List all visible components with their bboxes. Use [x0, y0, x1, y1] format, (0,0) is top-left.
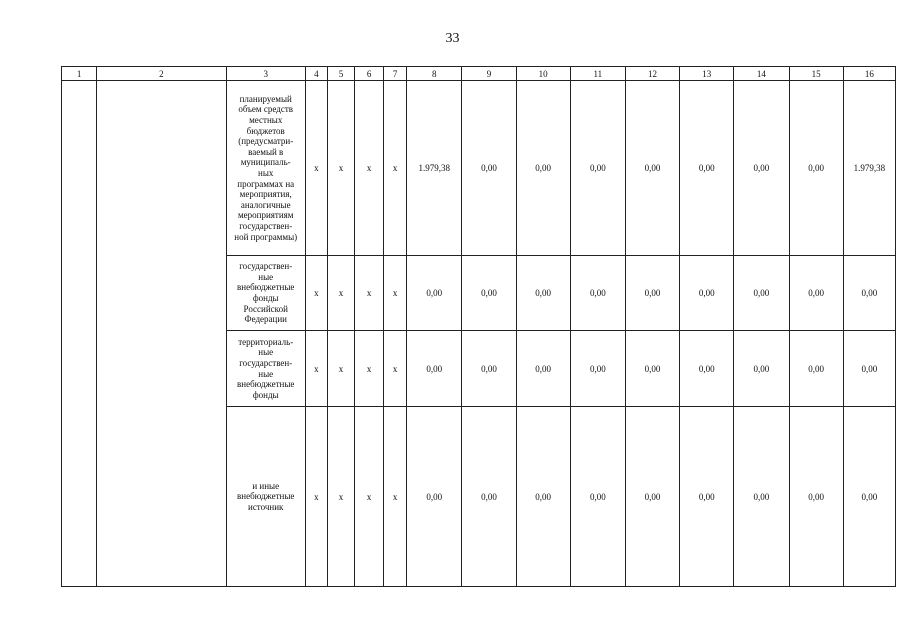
cell-c7: x: [384, 331, 407, 407]
cell-c13: 0,00: [680, 256, 734, 331]
cell-c6: x: [355, 407, 384, 587]
column-number-row: [62, 67, 896, 81]
cell-c11: 0,00: [570, 407, 625, 587]
cell-c8: 1.979,38: [407, 81, 462, 256]
cell-c9: 0,00: [462, 407, 516, 587]
cell-c12: 0,00: [625, 407, 679, 587]
table-row: [62, 81, 896, 256]
cell-c4: x: [305, 256, 327, 331]
cell-c4: x: [305, 331, 327, 407]
cell-c12: 0,00: [625, 256, 679, 331]
col-header-16: 16: [843, 67, 895, 81]
cell-c10: 0,00: [516, 81, 570, 256]
funding-source-federal-offbudget-funds: государствен- ные внебюджетные фонды Российской Федерации: [226, 256, 305, 331]
cell-c7: x: [384, 407, 407, 587]
cell-c5: x: [327, 81, 354, 256]
cell-c6: x: [355, 81, 384, 256]
cell-c5: x: [327, 256, 354, 331]
cell-c5: x: [327, 331, 354, 407]
cell-c9: 0,00: [462, 81, 516, 256]
cell-c13: 0,00: [680, 407, 734, 587]
cell-c12: 0,00: [625, 81, 679, 256]
page-number: 33: [445, 31, 460, 46]
cell-c14: 0,00: [734, 331, 789, 407]
cell-c15: 0,00: [789, 331, 843, 407]
col-header-5: 5: [327, 67, 354, 81]
cell-c15: 0,00: [789, 81, 843, 256]
cell-c16: 1.979,38: [843, 81, 895, 256]
col-header-14: 14: [734, 67, 789, 81]
cell-c9: 0,00: [462, 256, 516, 331]
cell-c8: 0,00: [407, 331, 462, 407]
col-header-4: 4: [305, 67, 327, 81]
cell-c15: 0,00: [789, 256, 843, 331]
budget-table: [61, 66, 896, 587]
col-header-10: 10: [516, 67, 570, 81]
cell-c5: x: [327, 407, 354, 587]
cell-c13: 0,00: [680, 81, 734, 256]
cell-c10: 0,00: [516, 407, 570, 587]
cell-c14: 0,00: [734, 407, 789, 587]
cell-col1-merged: [62, 81, 97, 587]
cell-c16: 0,00: [843, 407, 895, 587]
cell-c11: 0,00: [570, 256, 625, 331]
cell-c6: x: [355, 331, 384, 407]
col-header-2: 2: [97, 67, 226, 81]
cell-c7: x: [384, 81, 407, 256]
cell-c10: 0,00: [516, 256, 570, 331]
cell-c11: 0,00: [570, 81, 625, 256]
col-header-1: 1: [62, 67, 97, 81]
cell-c8: 0,00: [407, 407, 462, 587]
funding-source-local-budgets: планируемый объем средств местных бюджетов (предусматри- ваемый в муниципаль- ных программах на мероприятия, аналогичные мероприятиям государствен- ной программы): [226, 81, 305, 256]
funding-source-other-offbudget-sources: и иные внебюджетные источник: [226, 407, 305, 587]
cell-c8: 0,00: [407, 256, 462, 331]
col-header-6: 6: [355, 67, 384, 81]
col-header-3: 3: [226, 67, 305, 81]
cell-c4: x: [305, 407, 327, 587]
cell-c12: 0,00: [625, 331, 679, 407]
cell-c10: 0,00: [516, 331, 570, 407]
col-header-12: 12: [625, 67, 679, 81]
col-header-15: 15: [789, 67, 843, 81]
cell-c14: 0,00: [734, 81, 789, 256]
cell-c16: 0,00: [843, 331, 895, 407]
cell-c14: 0,00: [734, 256, 789, 331]
funding-source-territorial-offbudget-funds: территориаль- ные государствен- ные внебюджетные фонды: [226, 331, 305, 407]
cell-c4: x: [305, 81, 327, 256]
cell-c15: 0,00: [789, 407, 843, 587]
cell-c13: 0,00: [680, 331, 734, 407]
col-header-7: 7: [384, 67, 407, 81]
cell-col2-merged: [97, 81, 226, 587]
col-header-13: 13: [680, 67, 734, 81]
col-header-11: 11: [570, 67, 625, 81]
cell-c7: x: [384, 256, 407, 331]
cell-c6: x: [355, 256, 384, 331]
col-header-9: 9: [462, 67, 516, 81]
cell-c16: 0,00: [843, 256, 895, 331]
col-header-8: 8: [407, 67, 462, 81]
cell-c9: 0,00: [462, 331, 516, 407]
cell-c11: 0,00: [570, 331, 625, 407]
